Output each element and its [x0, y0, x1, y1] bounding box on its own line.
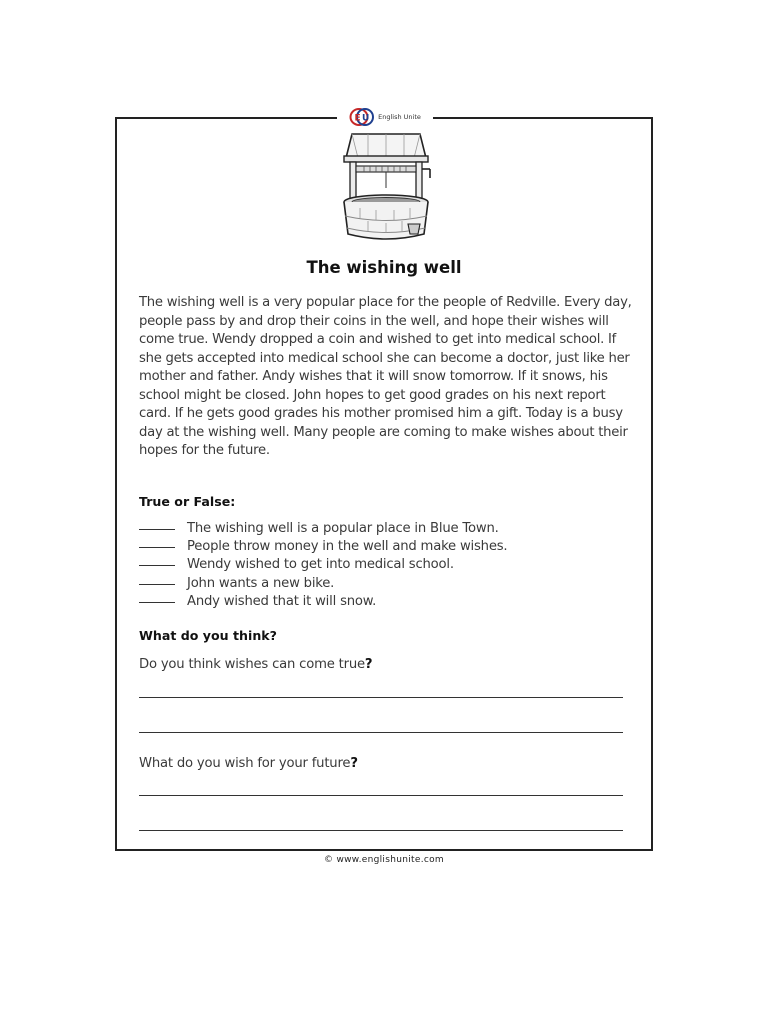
- true-false-item: [139, 557, 619, 575]
- answer-line-2b[interactable]: [139, 830, 623, 831]
- statement-text: Andy wished that it will snow.: [187, 593, 377, 609]
- logo-text: English Unite: [378, 113, 421, 121]
- footer-copyright: © www.englishunite.com: [324, 855, 444, 865]
- answer-line-2a[interactable]: [139, 795, 623, 796]
- statement-text: John wants a new bike.: [187, 575, 335, 591]
- answer-blank[interactable]: [139, 529, 175, 530]
- question-mark: ?: [364, 657, 373, 672]
- true-false-item: [139, 594, 619, 612]
- wishing-well-icon: [338, 128, 434, 246]
- question-1: [139, 657, 372, 672]
- logo: [337, 103, 433, 131]
- what-do-you-think-heading: What do you think?: [139, 628, 277, 643]
- true-false-item: [139, 539, 619, 557]
- svg-text:E: E: [354, 113, 361, 124]
- svg-text:U: U: [362, 113, 370, 124]
- answer-line-1b[interactable]: [139, 732, 623, 733]
- statement-text: The wishing well is a popular place in Blue Town.: [187, 521, 499, 536]
- english-unite-logo-icon: [349, 106, 375, 128]
- answer-blank[interactable]: [139, 584, 175, 585]
- question-mark: ?: [350, 756, 358, 771]
- statement-text: Wendy wished to get into medical school.: [187, 557, 454, 573]
- answer-line-1a[interactable]: [139, 697, 623, 698]
- story-paragraph: The wishing well is a very popular place for the people of Redville. Every day, people pass by and drop their coins in the well, and hope their wishes will come true. Wendy dropped a coin and wished to get into medical school. If she gets accepted into medical school she can become a doctor, just like her mother and father. Andy wishes that it will snow tomorrow. If it snows, his school might be closed. John hopes to get good grades on his next report card. If he gets good grades his mother promised him a gift. Today is a busy day at the wishing well. Many people are coming to make wishes about their hopes for the future.: [139, 295, 632, 458]
- statement-text: People throw money in the well and make wishes.: [187, 539, 508, 555]
- question-1-text: Do you think wishes can come true: [139, 657, 365, 672]
- answer-blank[interactable]: [139, 602, 175, 603]
- true-false-item: [139, 576, 619, 594]
- question-2: [139, 756, 358, 771]
- answer-blank[interactable]: [139, 565, 175, 566]
- answer-blank[interactable]: [139, 547, 175, 548]
- true-false-list: [139, 521, 619, 612]
- true-false-heading: True or False:: [139, 494, 236, 509]
- page-title: The wishing well: [306, 258, 462, 277]
- question-2-text: What do you wish for your future: [139, 756, 351, 771]
- true-false-item: [139, 521, 619, 539]
